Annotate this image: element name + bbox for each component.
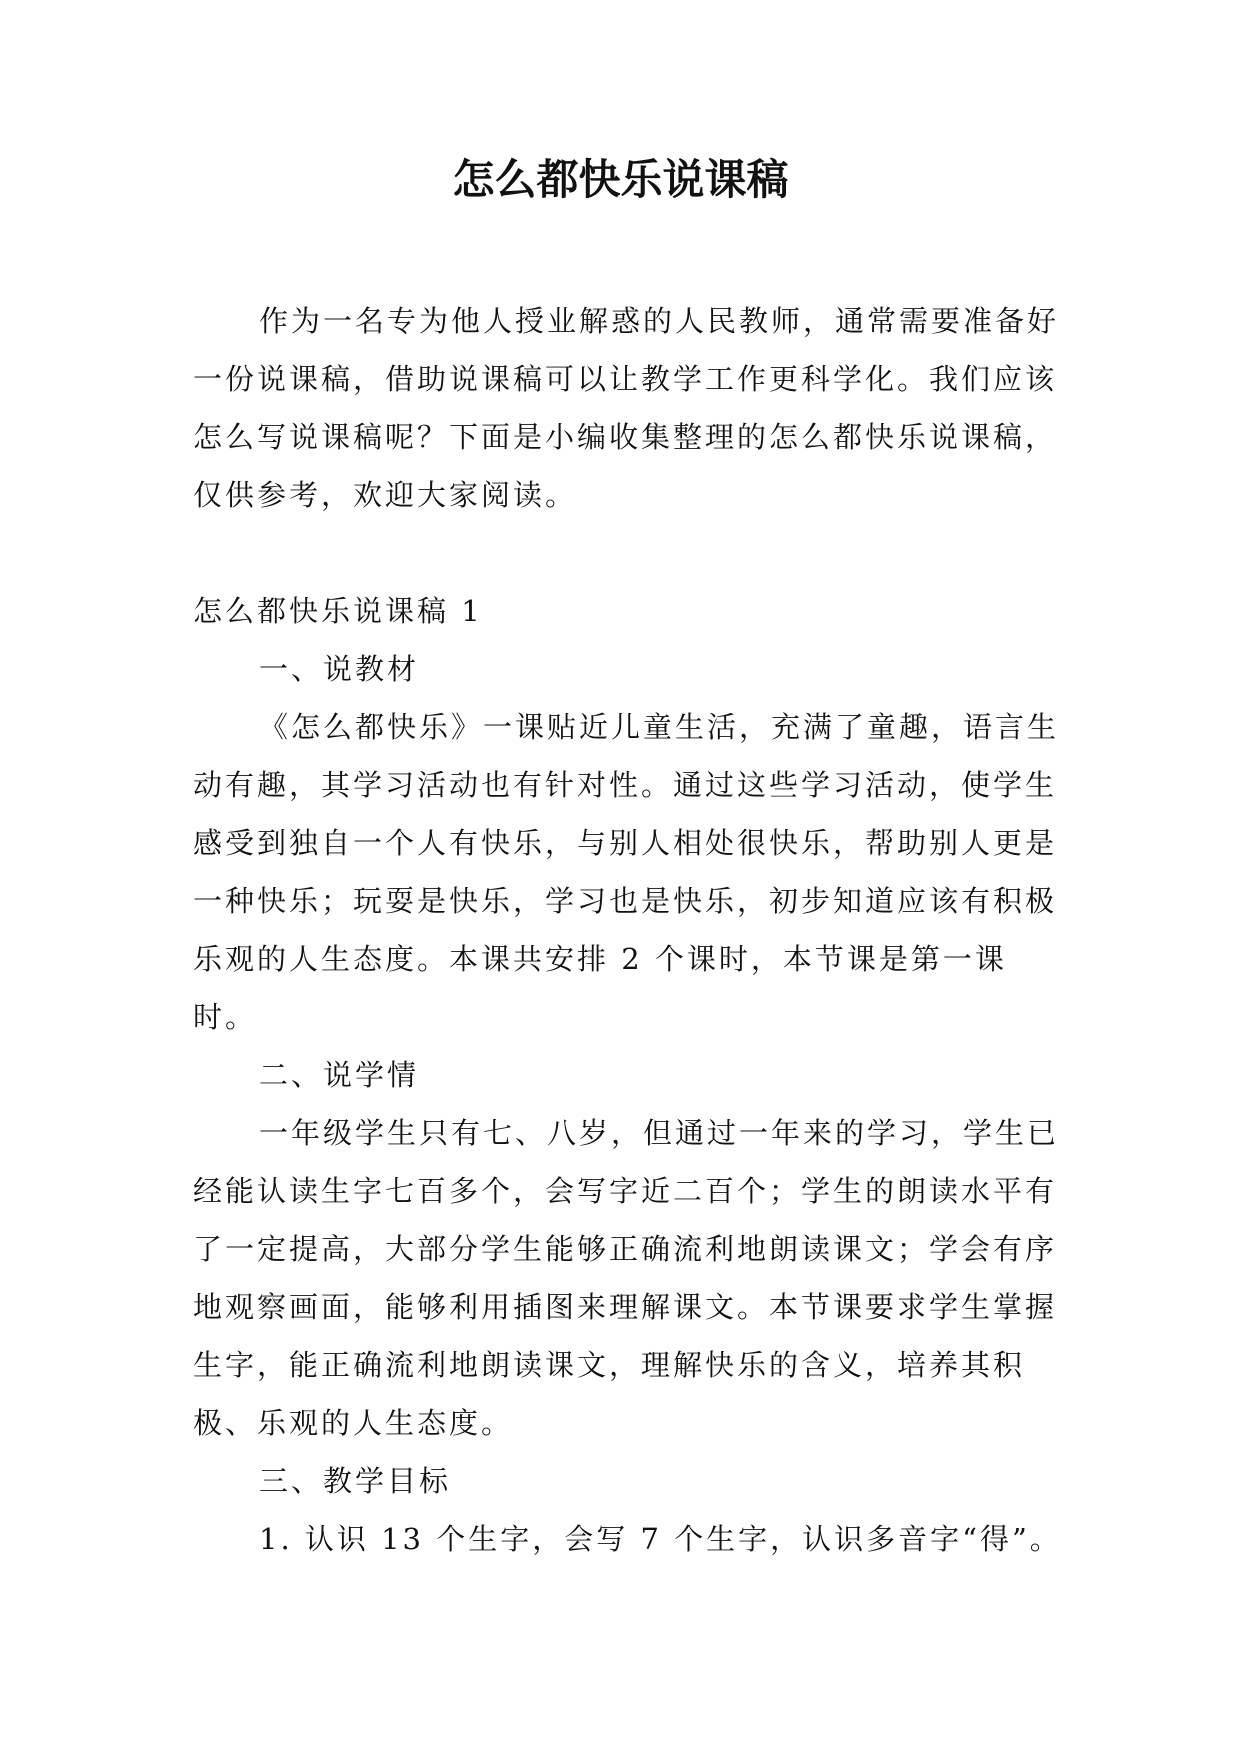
intro-paragraph: 作为一名专为他人授业解惑的人民教师，通常需要准备好一份说课稿，借助说课稿可以让教学工作更科学化。我们应该怎么写说课稿呢？下面是小编收集整理的怎么都快乐说课稿，仅供参考，欢迎大家阅读。 (193, 304, 1060, 512)
document-title: 怎么都快乐说课稿 (452, 155, 789, 204)
heading-teaching-material: 一、说教材 (259, 652, 420, 686)
heading-student-analysis: 二、说学情 (259, 1058, 420, 1092)
teaching-goal-item: 1. 认识 13 个生字，会写 7 个生字，认识多音字“得”。 (259, 1522, 1062, 1556)
paragraph-student-analysis: 一年级学生只有七、八岁，但通过一年来的学习，学生已经能认读生字七百多个，会写字近二百个；学生的朗读水平有了一定提高，大部分学生能够正确流利地朗读课文；学会有序地观察画面，能够利用插图来理解课文。本节课要求学生掌握生字，能正确流利地朗读课文，理解快乐的含义，培养其积极、乐观的人生态度。 (193, 1116, 1060, 1440)
paragraph-teaching-material: 《怎么都快乐》一课贴近儿童生活，充满了童趣，语言生动有趣，其学习活动也有针对性。通过这些学习活动，使学生感受到独自一个人有快乐，与别人相处很快乐，帮助别人更是一种快乐；玩耍是快乐，学习也是快乐，初步知道应该有积极乐观的人生态度。本课共安排 2 个课时，本节课是第一课时。 (193, 710, 1060, 1034)
section-title: 怎么都快乐说课稿 1 (193, 594, 483, 628)
heading-teaching-goals: 三、教学目标 (259, 1464, 452, 1498)
document-body (193, 582, 1063, 1568)
